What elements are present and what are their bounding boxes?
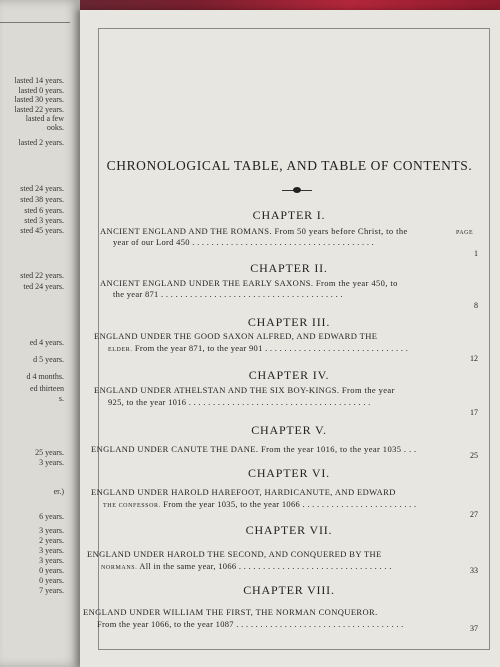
left-page-line: sted 22 years. bbox=[20, 271, 64, 280]
chapter-title-line: ENGLAND UNDER WILLIAM THE FIRST, THE NORMAN CONQUEROR. bbox=[83, 607, 378, 617]
left-page-line: sted 45 years. bbox=[20, 226, 64, 235]
chapter-title-line: ENGLAND UNDER HAROLD HAREFOOT, HARDICANUTE, AND EDWARD bbox=[91, 487, 396, 497]
left-page-line: s. bbox=[58, 394, 64, 403]
page-number: 33 bbox=[470, 566, 478, 575]
left-page-line: lasted 2 years. bbox=[18, 138, 64, 147]
dot-leader: . . . . . . . . . . . . . . . . . . . . . . . . . . . . . . . . bbox=[236, 561, 392, 571]
chapter-date-text: From the year 1035, to the year 1066 bbox=[163, 499, 301, 509]
page-number: 17 bbox=[470, 408, 478, 417]
dot-leader: . . . . . . . . . . . . . . . . . . . . . . . . . . . . . . . . . . . bbox=[233, 619, 404, 629]
left-page-line: sted 24 years. bbox=[20, 184, 64, 193]
chapter-title-text: ENGLAND UNDER CANUTE THE DANE. From the year 1016, to the year 1035 bbox=[91, 444, 402, 454]
chapter-title-line: ENGLAND UNDER THE GOOD SAXON ALFRED, AND EDWARD THE bbox=[94, 331, 378, 341]
left-page-line: 0 years. bbox=[39, 576, 64, 585]
page-number: 8 bbox=[474, 301, 478, 310]
chapter-date-text: From the year 871, to the year 901 bbox=[134, 343, 263, 353]
left-page-line: ed 4 years. bbox=[29, 338, 64, 347]
chapter-date-line bbox=[101, 561, 451, 574]
chapter-heading: CHAPTER II. bbox=[250, 261, 328, 275]
chapter-date-line bbox=[113, 237, 463, 248]
page-number: 37 bbox=[470, 624, 478, 633]
left-page-line: lasted a few bbox=[25, 114, 64, 123]
left-page-line: er.) bbox=[53, 487, 64, 496]
left-page-line: 0 years. bbox=[39, 566, 64, 575]
left-page-line: 3 years. bbox=[39, 526, 64, 535]
page-number: 1 bbox=[474, 249, 478, 258]
left-page-line: ooks. bbox=[46, 123, 64, 132]
left-page-line: ted 24 years. bbox=[23, 282, 64, 291]
page-title: CHRONOLOGICAL TABLE, AND TABLE OF CONTENTS. bbox=[106, 158, 473, 173]
chapter-name-smallcaps: ELDER. bbox=[108, 347, 133, 353]
ornament-icon bbox=[293, 187, 301, 193]
left-page-line: lasted 30 years. bbox=[14, 95, 64, 104]
left-page-line: sted 3 years. bbox=[24, 216, 64, 225]
chapter-heading: CHAPTER VIII. bbox=[243, 583, 335, 597]
left-page-rule bbox=[0, 22, 70, 23]
left-page-line: 2 years. bbox=[39, 536, 64, 545]
left-page-line: 7 years. bbox=[39, 586, 64, 595]
left-page-line: lasted 0 years. bbox=[18, 86, 64, 95]
chapter-date-line bbox=[103, 499, 453, 512]
chapter-date-line bbox=[108, 397, 458, 408]
left-facing-page bbox=[0, 0, 80, 667]
chapter-title-line bbox=[91, 444, 456, 455]
page-column-header: PAGE bbox=[456, 230, 474, 236]
chapter-date-text: From the year 1066, to the year 1087 bbox=[97, 619, 234, 629]
left-page-line: sted 6 years. bbox=[24, 206, 64, 215]
dot-leader: . . . . . . . . . . . . . . . . . . . . . . . . bbox=[300, 499, 417, 509]
chapter-date-text: the year 871 bbox=[113, 289, 159, 299]
left-page-line: 6 years. bbox=[39, 512, 64, 521]
dot-leader: . . . . . . . . . . . . . . . . . . . . . . . . . . . . . . bbox=[262, 343, 409, 353]
left-page-line: ed thirteen bbox=[30, 384, 64, 393]
chapter-date-text: 925, to the year 1016 bbox=[108, 397, 187, 407]
left-page-line: 3 years. bbox=[39, 556, 64, 565]
left-page-line: lasted 14 years. bbox=[14, 76, 64, 85]
page-number: 27 bbox=[470, 510, 478, 519]
chapter-name-smallcaps: NORMANS. bbox=[101, 565, 138, 571]
chapter-heading: CHAPTER III. bbox=[247, 315, 331, 329]
chapter-date-text: year of our Lord 450 bbox=[113, 237, 190, 247]
left-page-line: d 4 months. bbox=[26, 372, 64, 381]
chapter-date-line bbox=[113, 289, 463, 300]
page-number: 12 bbox=[470, 354, 478, 363]
chapter-date-text: All in the same year, 1066 bbox=[139, 561, 237, 571]
dot-leader: . . . . . . . . . . . . . . . . . . . . . . . . . . . . . . . . . . . . . . bbox=[189, 237, 375, 247]
chapter-heading: CHAPTER I. bbox=[252, 208, 326, 222]
chapter-heading: CHAPTER VII. bbox=[245, 523, 333, 537]
left-page-line: lasted 22 years. bbox=[14, 105, 64, 114]
chapter-title-line: ENGLAND UNDER HAROLD THE SECOND, AND CONQUERED BY THE bbox=[87, 549, 382, 559]
chapter-date-line bbox=[108, 343, 458, 356]
left-page-line: 25 years. bbox=[35, 448, 64, 457]
left-page-line: sted 38 years. bbox=[20, 195, 64, 204]
dot-leader: . . . . . . . . . . . . . . . . . . . . . . . . . . . . . . . . . . . . . . bbox=[158, 289, 343, 299]
chapter-date-line bbox=[97, 619, 447, 630]
chapter-heading: CHAPTER V. bbox=[251, 423, 327, 437]
left-page-line: d 5 years. bbox=[33, 355, 64, 364]
page-number: 25 bbox=[470, 451, 478, 460]
chapter-heading: CHAPTER IV. bbox=[248, 368, 330, 382]
left-page-line: 3 years. bbox=[39, 546, 64, 555]
chapter-title-line: ENGLAND UNDER ATHELSTAN AND THE SIX BOY-KINGS. From the year bbox=[94, 385, 395, 395]
chapter-name-smallcaps: THE CONFESSOR. bbox=[103, 503, 161, 509]
chapter-heading: CHAPTER VI. bbox=[248, 466, 330, 480]
chapter-title-line: ANCIENT ENGLAND AND THE ROMANS. From 50 years before Christ, to the bbox=[100, 226, 408, 236]
chapter-title-line: ANCIENT ENGLAND UNDER THE EARLY SAXONS. From the year 450, to bbox=[100, 278, 398, 288]
left-page-line: 3 years. bbox=[39, 458, 64, 467]
dot-leader: . . . . . . . . . . . . . . . . . . . . . . . . . . . . . . . . . . . . . . bbox=[186, 397, 371, 407]
dot-leader: . . . bbox=[401, 444, 417, 454]
